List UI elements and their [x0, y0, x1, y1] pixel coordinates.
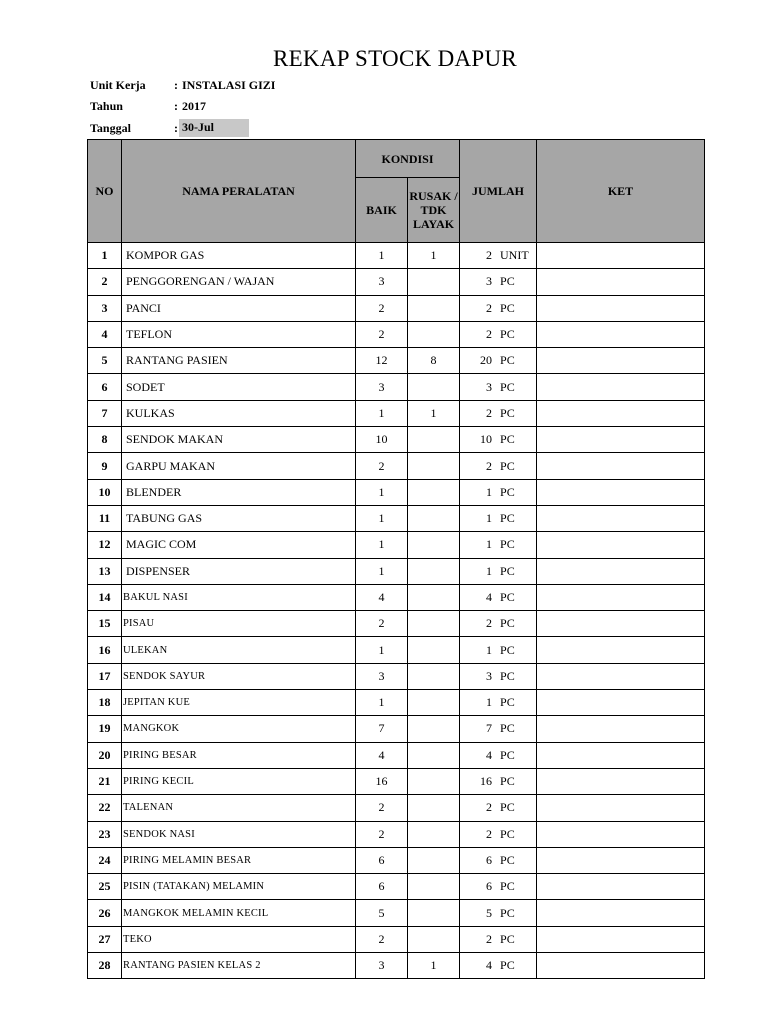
cell-baik: 2: [356, 821, 408, 847]
cell-baik: 6: [356, 847, 408, 873]
jumlah-unit: PC: [500, 458, 515, 473]
cell-ket: [537, 874, 705, 900]
jumlah-qty: 4: [486, 747, 493, 762]
cell-jumlah: [460, 874, 537, 900]
cell-ket: [537, 427, 705, 453]
cell-baik: 3: [356, 953, 408, 979]
cell-ket: [537, 558, 705, 584]
cell-ket: [537, 584, 705, 610]
jumlah-qty: 1: [486, 537, 493, 552]
jumlah-unit: PC: [500, 379, 515, 394]
cell-jumlah: [460, 479, 537, 505]
cell-jumlah: [460, 374, 537, 400]
cell-jumlah: [460, 453, 537, 479]
table-row[interactable]: [88, 374, 705, 400]
cell-baik: 3: [356, 374, 408, 400]
jumlah-unit: PC: [500, 537, 515, 552]
meta-label: Unit Kerja: [90, 78, 146, 92]
cell-no: 4: [88, 321, 122, 347]
cell-jumlah: [460, 400, 537, 426]
cell-baik: 1: [356, 505, 408, 531]
cell-ket: [537, 637, 705, 663]
jumlah-unit: UNIT: [500, 248, 529, 263]
cell-nama: BAKUL NASI: [122, 584, 356, 610]
jumlah-unit: PC: [500, 300, 515, 315]
jumlah-unit: PC: [500, 747, 515, 762]
table-row[interactable]: [88, 900, 705, 926]
cell-nama: ULEKAN: [122, 637, 356, 663]
header-nama-peralatan: NAMA PERALATAN: [122, 140, 356, 243]
table-row[interactable]: [88, 427, 705, 453]
table-row[interactable]: [88, 400, 705, 426]
cell-ket: [537, 768, 705, 794]
cell-jumlah: [460, 505, 537, 531]
cell-baik: 1: [356, 400, 408, 426]
cell-jumlah: [460, 926, 537, 952]
cell-baik: 7: [356, 716, 408, 742]
jumlah-qty: 2: [486, 826, 493, 841]
cell-rusak: [408, 532, 460, 558]
cell-ket: [537, 453, 705, 479]
jumlah-unit: PC: [500, 353, 515, 368]
jumlah-unit: PC: [500, 931, 515, 946]
cell-no: 6: [88, 374, 122, 400]
cell-nama: PIRING MELAMIN BESAR: [122, 847, 356, 873]
cell-baik: 5: [356, 900, 408, 926]
cell-no: 3: [88, 295, 122, 321]
table-row[interactable]: [88, 926, 705, 952]
table-row[interactable]: [88, 505, 705, 531]
cell-ket: [537, 795, 705, 821]
cell-ket: [537, 663, 705, 689]
header-no: NO: [88, 140, 122, 243]
jumlah-unit: PC: [500, 800, 515, 815]
cell-nama: PISAU: [122, 611, 356, 637]
stock-table: [87, 139, 705, 979]
cell-baik: 1: [356, 532, 408, 558]
cell-ket: [537, 953, 705, 979]
jumlah-qty: 2: [486, 248, 493, 263]
cell-rusak: [408, 558, 460, 584]
cell-jumlah: [460, 321, 537, 347]
cell-baik: 2: [356, 795, 408, 821]
meta-colon: :: [174, 121, 178, 135]
cell-jumlah: [460, 295, 537, 321]
jumlah-qty: 1: [486, 695, 493, 710]
cell-ket: [537, 900, 705, 926]
jumlah-qty: 6: [486, 879, 493, 894]
cell-rusak: 1: [408, 400, 460, 426]
cell-jumlah: [460, 742, 537, 768]
jumlah-unit: PC: [500, 590, 515, 604]
jumlah-qty: 2: [486, 405, 493, 420]
cell-ket: [537, 532, 705, 558]
cell-baik: 1: [356, 243, 408, 269]
table-row[interactable]: [88, 663, 705, 689]
cell-jumlah: [460, 768, 537, 794]
cell-baik: 1: [356, 558, 408, 584]
cell-jumlah: [460, 690, 537, 716]
cell-nama: DISPENSER: [122, 558, 356, 584]
cell-baik: 2: [356, 611, 408, 637]
cell-ket: [537, 321, 705, 347]
cell-jumlah: [460, 348, 537, 374]
cell-ket: [537, 821, 705, 847]
cell-nama: MAGIC COM: [122, 532, 356, 558]
cell-jumlah: [460, 821, 537, 847]
cell-ket: [537, 847, 705, 873]
cell-rusak: [408, 479, 460, 505]
cell-nama: SENDOK SAYUR: [122, 663, 356, 689]
table-row[interactable]: [88, 295, 705, 321]
cell-nama: SENDOK NASI: [122, 821, 356, 847]
cell-rusak: [408, 321, 460, 347]
cell-nama: SODET: [122, 374, 356, 400]
cell-nama: TEFLON: [122, 321, 356, 347]
cell-no: 13: [88, 558, 122, 584]
cell-no: 12: [88, 532, 122, 558]
header-ket: KET: [537, 140, 705, 243]
cell-no: 2: [88, 269, 122, 295]
cell-baik: 4: [356, 742, 408, 768]
cell-no: 23: [88, 821, 122, 847]
cell-rusak: [408, 900, 460, 926]
jumlah-unit: PC: [500, 879, 515, 894]
jumlah-qty: 7: [486, 721, 493, 736]
header-kondisi: KONDISI: [356, 140, 460, 178]
cell-baik: 2: [356, 453, 408, 479]
cell-rusak: [408, 637, 460, 663]
table-row[interactable]: [88, 321, 705, 347]
jumlah-unit: PC: [500, 958, 515, 973]
jumlah-qty: 4: [486, 958, 493, 973]
cell-nama: JEPITAN KUE: [122, 690, 356, 716]
jumlah-qty: 1: [486, 511, 493, 526]
cell-baik: 3: [356, 269, 408, 295]
cell-no: 10: [88, 479, 122, 505]
cell-rusak: [408, 874, 460, 900]
cell-ket: [537, 348, 705, 374]
cell-no: 8: [88, 427, 122, 453]
cell-rusak: [408, 611, 460, 637]
jumlah-qty: 6: [486, 852, 493, 867]
cell-ket: [537, 479, 705, 505]
cell-nama: PIRING KECIL: [122, 768, 356, 794]
cell-nama: MANGKOK: [122, 716, 356, 742]
cell-no: 22: [88, 795, 122, 821]
cell-nama: PANCI: [122, 295, 356, 321]
cell-baik: 1: [356, 637, 408, 663]
cell-rusak: 8: [408, 348, 460, 374]
jumlah-unit: PC: [500, 852, 515, 867]
cell-rusak: [408, 795, 460, 821]
jumlah-qty: 3: [486, 379, 493, 394]
jumlah-qty: 3: [486, 668, 493, 683]
jumlah-unit: PC: [500, 905, 515, 920]
table-row[interactable]: [88, 479, 705, 505]
cell-rusak: [408, 742, 460, 768]
table-row[interactable]: [88, 243, 705, 269]
table-row[interactable]: [88, 348, 705, 374]
meta-value: 2017: [182, 99, 206, 113]
cell-ket: [537, 926, 705, 952]
cell-jumlah: [460, 795, 537, 821]
cell-no: 1: [88, 243, 122, 269]
cell-no: 28: [88, 953, 122, 979]
cell-no: 5: [88, 348, 122, 374]
cell-nama: RANTANG PASIEN KELAS 2: [122, 953, 356, 979]
cell-nama: GARPU MAKAN: [122, 453, 356, 479]
cell-rusak: 1: [408, 243, 460, 269]
cell-no: 21: [88, 768, 122, 794]
cell-baik: 1: [356, 479, 408, 505]
cell-rusak: [408, 295, 460, 321]
cell-no: 27: [88, 926, 122, 952]
cell-baik: 6: [356, 874, 408, 900]
cell-rusak: [408, 453, 460, 479]
table-row[interactable]: [88, 584, 705, 610]
cell-nama: PENGGORENGAN / WAJAN: [122, 269, 356, 295]
table-row[interactable]: [88, 768, 705, 794]
cell-ket: [537, 742, 705, 768]
cell-rusak: [408, 847, 460, 873]
cell-rusak: [408, 505, 460, 531]
meta-label: Tanggal: [90, 121, 131, 135]
cell-no: 24: [88, 847, 122, 873]
table-row[interactable]: [88, 716, 705, 742]
jumlah-qty: 2: [486, 931, 493, 946]
cell-baik: 2: [356, 295, 408, 321]
cell-baik: 16: [356, 768, 408, 794]
page-title: REKAP STOCK DAPUR: [272, 46, 518, 71]
jumlah-unit: PC: [500, 668, 515, 683]
cell-nama: MANGKOK MELAMIN KECIL: [122, 900, 356, 926]
table-row[interactable]: [88, 611, 705, 637]
table-row[interactable]: [88, 532, 705, 558]
cell-nama: TABUNG GAS: [122, 505, 356, 531]
cell-rusak: [408, 690, 460, 716]
jumlah-unit: PC: [500, 405, 515, 420]
table-row[interactable]: [88, 269, 705, 295]
cell-no: 26: [88, 900, 122, 926]
cell-jumlah: [460, 269, 537, 295]
jumlah-unit: PC: [500, 616, 515, 631]
cell-rusak: [408, 427, 460, 453]
cell-baik: 12: [356, 348, 408, 374]
cell-jumlah: [460, 900, 537, 926]
table-row[interactable]: [88, 795, 705, 821]
cell-ket: [537, 295, 705, 321]
cell-ket: [537, 243, 705, 269]
cell-nama: KULKAS: [122, 400, 356, 426]
jumlah-unit: PC: [500, 274, 515, 289]
cell-no: 9: [88, 453, 122, 479]
jumlah-qty: 2: [486, 616, 493, 631]
cell-no: 20: [88, 742, 122, 768]
cell-jumlah: [460, 716, 537, 742]
jumlah-qty: 1: [486, 484, 493, 499]
cell-baik: 4: [356, 584, 408, 610]
cell-rusak: [408, 584, 460, 610]
cell-jumlah: [460, 558, 537, 584]
cell-no: 18: [88, 690, 122, 716]
table-row[interactable]: [88, 453, 705, 479]
cell-nama: PISIN (TATAKAN) MELAMIN: [122, 874, 356, 900]
table-row[interactable]: [88, 742, 705, 768]
cell-nama: KOMPOR GAS: [122, 243, 356, 269]
jumlah-unit: PC: [500, 774, 515, 789]
cell-jumlah: [460, 427, 537, 453]
cell-rusak: [408, 716, 460, 742]
jumlah-qty: 16: [480, 774, 493, 789]
jumlah-qty: 2: [486, 327, 493, 342]
cell-baik: 2: [356, 926, 408, 952]
table-row[interactable]: [88, 953, 705, 979]
meta-colon: :: [174, 99, 178, 113]
cell-no: 17: [88, 663, 122, 689]
cell-jumlah: [460, 847, 537, 873]
cell-baik: 1: [356, 690, 408, 716]
jumlah-qty: 10: [480, 432, 493, 447]
cell-no: 14: [88, 584, 122, 610]
cell-ket: [537, 400, 705, 426]
cell-ket: [537, 690, 705, 716]
cell-nama: BLENDER: [122, 479, 356, 505]
cell-ket: [537, 269, 705, 295]
cell-nama: TEKO: [122, 926, 356, 952]
table-row[interactable]: [88, 637, 705, 663]
table-row[interactable]: [88, 821, 705, 847]
header-rusak: RUSAK / TDK LAYAK: [408, 178, 460, 243]
jumlah-unit: PC: [500, 511, 515, 526]
cell-jumlah: [460, 953, 537, 979]
jumlah-qty: 1: [486, 642, 493, 657]
table-row[interactable]: [88, 558, 705, 584]
table-row[interactable]: [88, 847, 705, 873]
cell-jumlah: [460, 584, 537, 610]
jumlah-qty: 1: [486, 563, 493, 578]
jumlah-unit: PC: [500, 695, 515, 710]
jumlah-qty: 2: [486, 800, 493, 815]
jumlah-unit: PC: [500, 432, 515, 447]
cell-baik: 2: [356, 321, 408, 347]
cell-ket: [537, 374, 705, 400]
cell-no: 15: [88, 611, 122, 637]
jumlah-unit: PC: [500, 642, 515, 657]
jumlah-unit: PC: [500, 327, 515, 342]
cell-nama: RANTANG PASIEN: [122, 348, 356, 374]
cell-no: 11: [88, 505, 122, 531]
jumlah-unit: PC: [500, 721, 515, 736]
cell-rusak: [408, 926, 460, 952]
jumlah-qty: 2: [486, 458, 493, 473]
jumlah-qty: 4: [486, 590, 493, 604]
cell-rusak: [408, 269, 460, 295]
header-jumlah: JUMLAH: [460, 140, 537, 243]
cell-no: 25: [88, 874, 122, 900]
cell-baik: 10: [356, 427, 408, 453]
jumlah-unit: PC: [500, 826, 515, 841]
meta-label: Tahun: [90, 99, 123, 113]
meta-colon: :: [174, 78, 178, 92]
cell-rusak: 1: [408, 953, 460, 979]
cell-ket: [537, 505, 705, 531]
cell-no: 16: [88, 637, 122, 663]
cell-no: 19: [88, 716, 122, 742]
jumlah-unit: PC: [500, 484, 515, 499]
cell-jumlah: [460, 663, 537, 689]
cell-jumlah: [460, 637, 537, 663]
cell-rusak: [408, 821, 460, 847]
jumlah-qty: 20: [480, 353, 493, 368]
jumlah-unit: PC: [500, 563, 515, 578]
cell-nama: PIRING BESAR: [122, 742, 356, 768]
cell-rusak: [408, 663, 460, 689]
jumlah-qty: 3: [486, 274, 493, 289]
cell-ket: [537, 611, 705, 637]
cell-jumlah: [460, 611, 537, 637]
cell-rusak: [408, 768, 460, 794]
meta-value: INSTALASI GIZI: [182, 78, 276, 92]
jumlah-qty: 5: [486, 905, 493, 920]
cell-nama: TALENAN: [122, 795, 356, 821]
meta-value-date[interactable]: 30-Jul: [179, 119, 249, 137]
header-baik: BAIK: [356, 178, 408, 243]
cell-nama: SENDOK MAKAN: [122, 427, 356, 453]
cell-rusak: [408, 374, 460, 400]
cell-no: 7: [88, 400, 122, 426]
jumlah-qty: 2: [486, 300, 493, 315]
cell-ket: [537, 716, 705, 742]
cell-baik: 3: [356, 663, 408, 689]
table-row[interactable]: [88, 690, 705, 716]
table-row[interactable]: [88, 874, 705, 900]
cell-jumlah: [460, 532, 537, 558]
cell-jumlah: [460, 243, 537, 269]
